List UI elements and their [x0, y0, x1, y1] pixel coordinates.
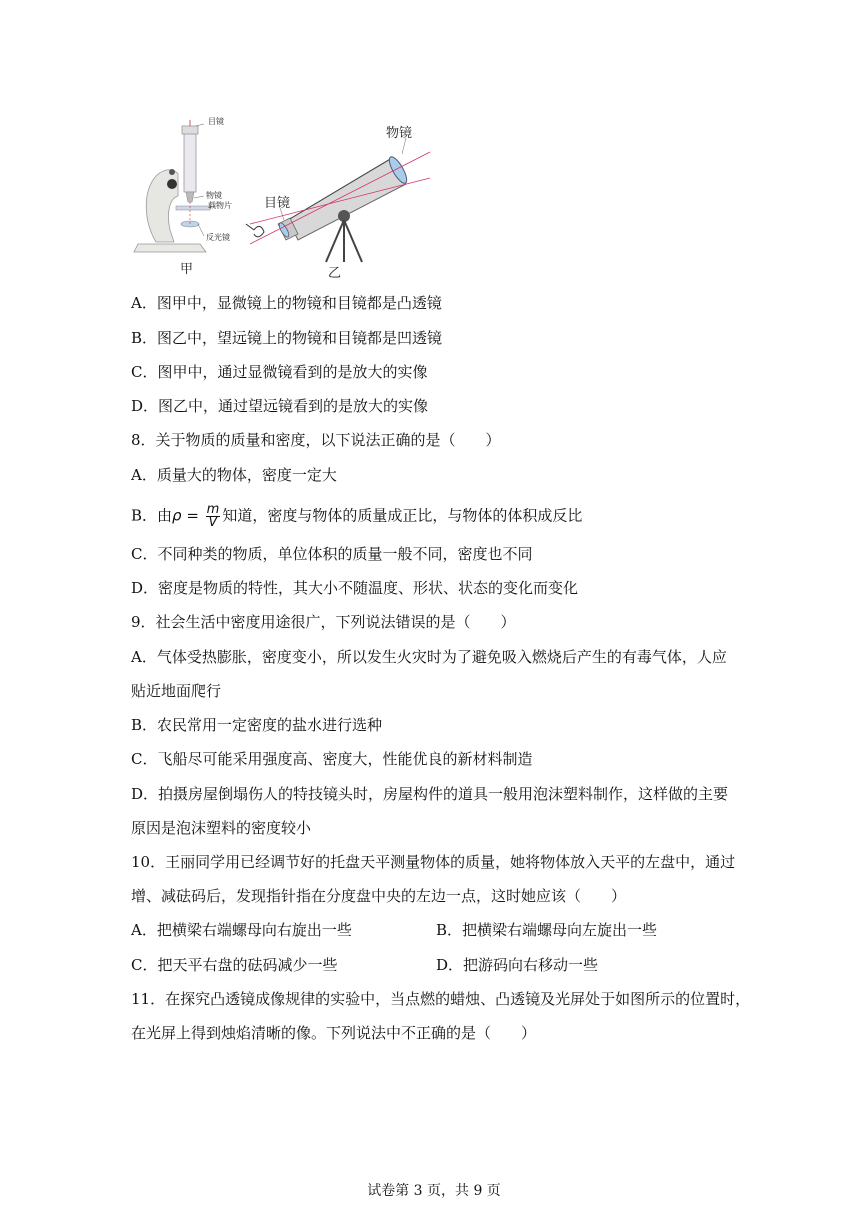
- q9-option-a-line2: 贴近地面爬行: [131, 682, 222, 700]
- fraction-numerator: m: [206, 502, 220, 517]
- q10-option-c: C．把天平右盘的砝码减少一些: [131, 956, 338, 974]
- q9-stem: 9．社会生活中密度用途很广，下列说法错误的是（ ）: [131, 613, 516, 631]
- microscope-illustration: [134, 120, 216, 252]
- telescope-eyepiece-label: 目镜: [264, 196, 291, 211]
- q10-option-d: D．把游码向右移动一些: [436, 956, 599, 974]
- q7-option-c: C．图甲中，通过显微镜看到的是放大的实像: [131, 363, 428, 381]
- q8-option-d: D．密度是物质的特性，其大小不随温度、形状、状态的变化而变化: [131, 579, 579, 597]
- q11-stem-line2: 在光屏上得到烛焰清晰的像。下列说法中不正确的是（ ）: [131, 1024, 537, 1042]
- q9-option-a-line1: A．气体受热膨胀，密度变小，所以发生火灾时为了避免吸入燃烧后产生的有毒气体，人应: [131, 648, 727, 666]
- fraction-denominator: V: [208, 515, 218, 530]
- q8-option-b: [131, 504, 582, 529]
- figure-area: [130, 112, 450, 282]
- microscope-eyepiece-label: 目镜: [208, 117, 224, 126]
- q7-option-d: D．图乙中，通过望远镜看到的是放大的实像: [131, 397, 429, 415]
- q10-stem-line2: 增、减砝码后，发现指针指在分度盘中央的左边一点，这时她应该（ ）: [131, 887, 627, 905]
- microscope-stage-label: 载物片: [208, 201, 232, 210]
- q7-option-b: B．图乙中，望远镜上的物镜和目镜都是凹透镜: [131, 329, 443, 347]
- q9-option-b: B．农民常用一定密度的盐水进行选种: [131, 716, 383, 734]
- page-footer: 试卷第 3 页，共 9 页: [367, 1183, 501, 1199]
- q8-stem: 8．关于物质的质量和密度，以下说法正确的是（ ）: [131, 431, 501, 449]
- microscope-caption: 甲: [180, 262, 194, 277]
- q11-stem-line1: 11．在探究凸透镜成像规律的实验中，当点燃的蜡烛、凸透镜及光屏处于如图所示的位置时，: [131, 990, 751, 1008]
- q8-option-b-prefix: B．由: [131, 506, 173, 525]
- q9-option-d-line2: 原因是泡沫塑料的密度较小: [131, 819, 312, 837]
- q9-option-d-line1: D．拍摄房屋倒塌伤人的特技镜头时，房屋构件的道具一般用泡沫塑料制作，这样做的主要: [131, 785, 729, 803]
- q9-option-c: C．飞船尽可能采用强度高、密度大，性能优良的新材料制造: [131, 750, 533, 768]
- q10-option-a: A．把横梁右端螺母向右旋出一些: [131, 921, 352, 939]
- mass-over-volume-fraction: [206, 504, 221, 529]
- q8-option-b-suffix: 知道，密度与物体的质量成正比，与物体的体积成反比: [222, 506, 583, 525]
- q10-option-b: B．把横梁右端螺母向左旋出一些: [436, 921, 658, 939]
- q8-option-a: A．质量大的物体，密度一定大: [131, 466, 337, 484]
- q8-option-c: C．不同种类的物质，单位体积的质量一般不同，密度也不同: [131, 545, 533, 563]
- telescope-caption: 乙: [328, 266, 342, 281]
- density-symbol: ρ: [172, 506, 182, 525]
- microscope-mirror-label: 反光镜: [206, 233, 230, 242]
- telescope-objective-label: 物镜: [386, 126, 413, 141]
- microscope-objective-label: 物镜: [206, 191, 222, 200]
- q10-stem-line1: 10．王丽同学用已经调节好的托盘天平测量物体的质量，她将物体放入天平的左盘中，通过: [131, 853, 736, 871]
- q7-option-a: A．图甲中，显微镜上的物镜和目镜都是凸透镜: [131, 294, 442, 312]
- equals-sign: =: [181, 506, 204, 525]
